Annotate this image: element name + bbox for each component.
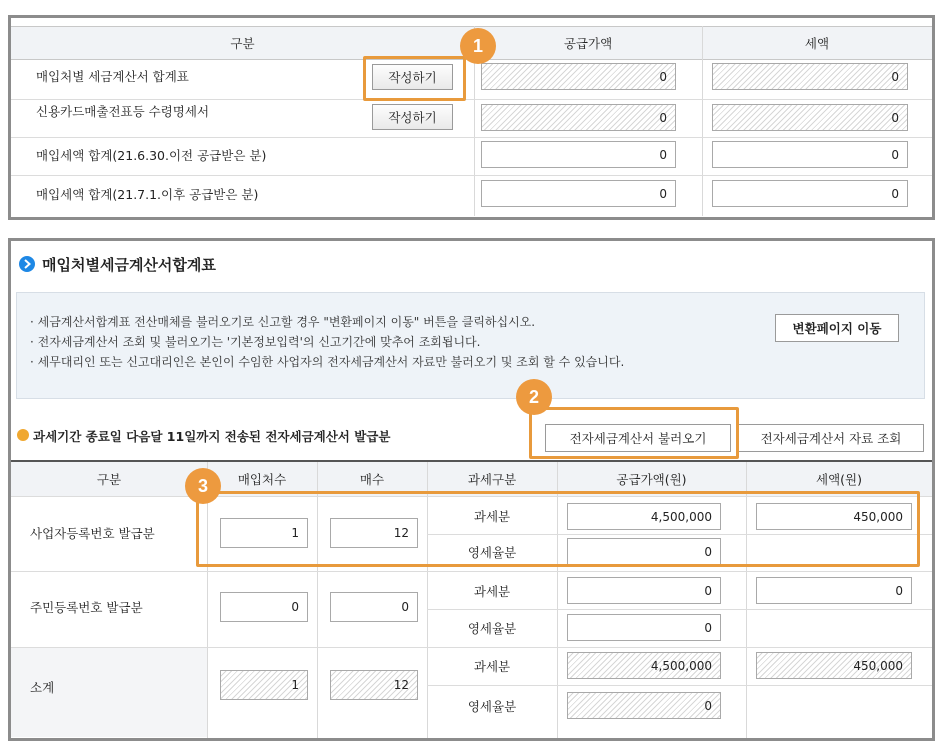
bt-header-tax-type: 과세구분 (427, 462, 557, 496)
row-divider (11, 571, 932, 572)
divider (702, 26, 703, 216)
supply-input[interactable]: 0 (567, 614, 721, 641)
notice-line: · 전자세금계산서 조회 및 불러오기는 '기본정보입력'의 신고기간에 맞추어 조회됩니다. (30, 334, 481, 349)
vendor-count-input[interactable]: 0 (220, 592, 308, 622)
tax-type-label: 과세분 (473, 659, 511, 674)
top-row-label: 매입처별 세금계산서 합계표 (36, 69, 189, 84)
top-row-label: 매입세액 합계(21.7.1.이후 공급받은 분) (36, 187, 259, 202)
supply-field: 0 (481, 104, 676, 131)
top-header-tax: 세액 (702, 26, 932, 60)
tax-field: 450,000 (756, 652, 912, 679)
supply-field: 0 (481, 63, 676, 90)
notice-line: · 세금계산서합계표 전산매체를 불러오기로 신고할 경우 "변환페이지 이동" 버튼을 클릭하십시오. (30, 314, 536, 329)
vendor-count-input[interactable]: 1 (220, 518, 308, 548)
write-button-tax-invoice[interactable]: 작성하기 (372, 64, 453, 90)
tax-input[interactable]: 450,000 (756, 503, 912, 530)
tax-type-label: 과세분 (473, 509, 511, 524)
supply-input[interactable]: 0 (567, 538, 721, 565)
bt-header-vendors: 매입처수 (207, 462, 317, 496)
top-row-label: 신용카드매출전표등 수령명세서 (36, 104, 210, 119)
convert-page-button[interactable]: 변환페이지 이동 (775, 314, 899, 342)
tax-field: 0 (712, 104, 908, 131)
notice-line: · 세무대리인 또는 신고대리인은 본인이 수임한 사업자의 전자세금계산서 자료만 불러오기 및 조회 할 수 있습니다. (30, 354, 625, 369)
tax-input[interactable]: 0 (756, 577, 912, 604)
query-e-invoice-button[interactable]: 전자세금계산서 자료 조회 (738, 424, 924, 452)
tax-input[interactable]: 0 (712, 141, 908, 168)
top-header-supply: 공급가액 (474, 26, 702, 60)
supply-input[interactable]: 0 (567, 577, 721, 604)
subsection-title: 과세기간 종료일 다음달 11일까지 전송된 전자세금계산서 발급분 (33, 429, 391, 444)
tax-type-label: 과세분 (473, 584, 511, 599)
supply-field: 4,500,000 (567, 652, 721, 679)
row-label: 사업자등록번호 발급분 (30, 526, 155, 541)
step-badge-3: 3 (185, 468, 221, 504)
bt-header-sheets: 매수 (317, 462, 427, 496)
tax-type-label: 영세율분 (467, 699, 517, 714)
tax-input[interactable]: 0 (712, 180, 908, 207)
load-e-invoice-button[interactable]: 전자세금계산서 불러오기 (545, 424, 731, 452)
supply-input[interactable]: 0 (481, 180, 676, 207)
highlight-box-3 (196, 491, 920, 567)
sheet-count-input[interactable]: 12 (330, 518, 418, 548)
title-icon (19, 256, 35, 272)
tax-type-label: 영세율분 (467, 621, 517, 636)
step-badge-2: 2 (516, 379, 552, 415)
tax-type-label: 영세율분 (467, 545, 517, 560)
supply-input[interactable]: 0 (481, 141, 676, 168)
row-label: 소계 (30, 680, 55, 695)
sheet-count-input[interactable]: 0 (330, 592, 418, 622)
top-header-category: 구분 (11, 26, 474, 60)
bullet-icon (17, 429, 29, 441)
row-label: 주민등록번호 발급분 (30, 600, 143, 615)
row-divider (11, 175, 932, 176)
bt-header-supply: 공급가액(원) (557, 462, 746, 496)
top-row-label: 매입세액 합계(21.6.30.이전 공급받은 분) (36, 148, 267, 163)
bt-header-category: 구분 (11, 462, 207, 496)
supply-field: 0 (567, 692, 721, 719)
bt-header-tax: 세액(원) (746, 462, 932, 496)
vendor-count-field: 1 (220, 670, 308, 700)
row-divider (11, 137, 932, 138)
supply-input[interactable]: 4,500,000 (567, 503, 721, 530)
divider (11, 26, 932, 27)
tax-field: 0 (712, 63, 908, 90)
highlight-box-1 (363, 56, 466, 101)
write-button-card-receipt[interactable]: 작성하기 (372, 104, 453, 130)
step-badge-1: 1 (460, 28, 496, 64)
section-title: 매입처별세금계산서합계표 (42, 255, 216, 274)
highlight-box-2 (529, 407, 739, 459)
sheet-count-field: 12 (330, 670, 418, 700)
